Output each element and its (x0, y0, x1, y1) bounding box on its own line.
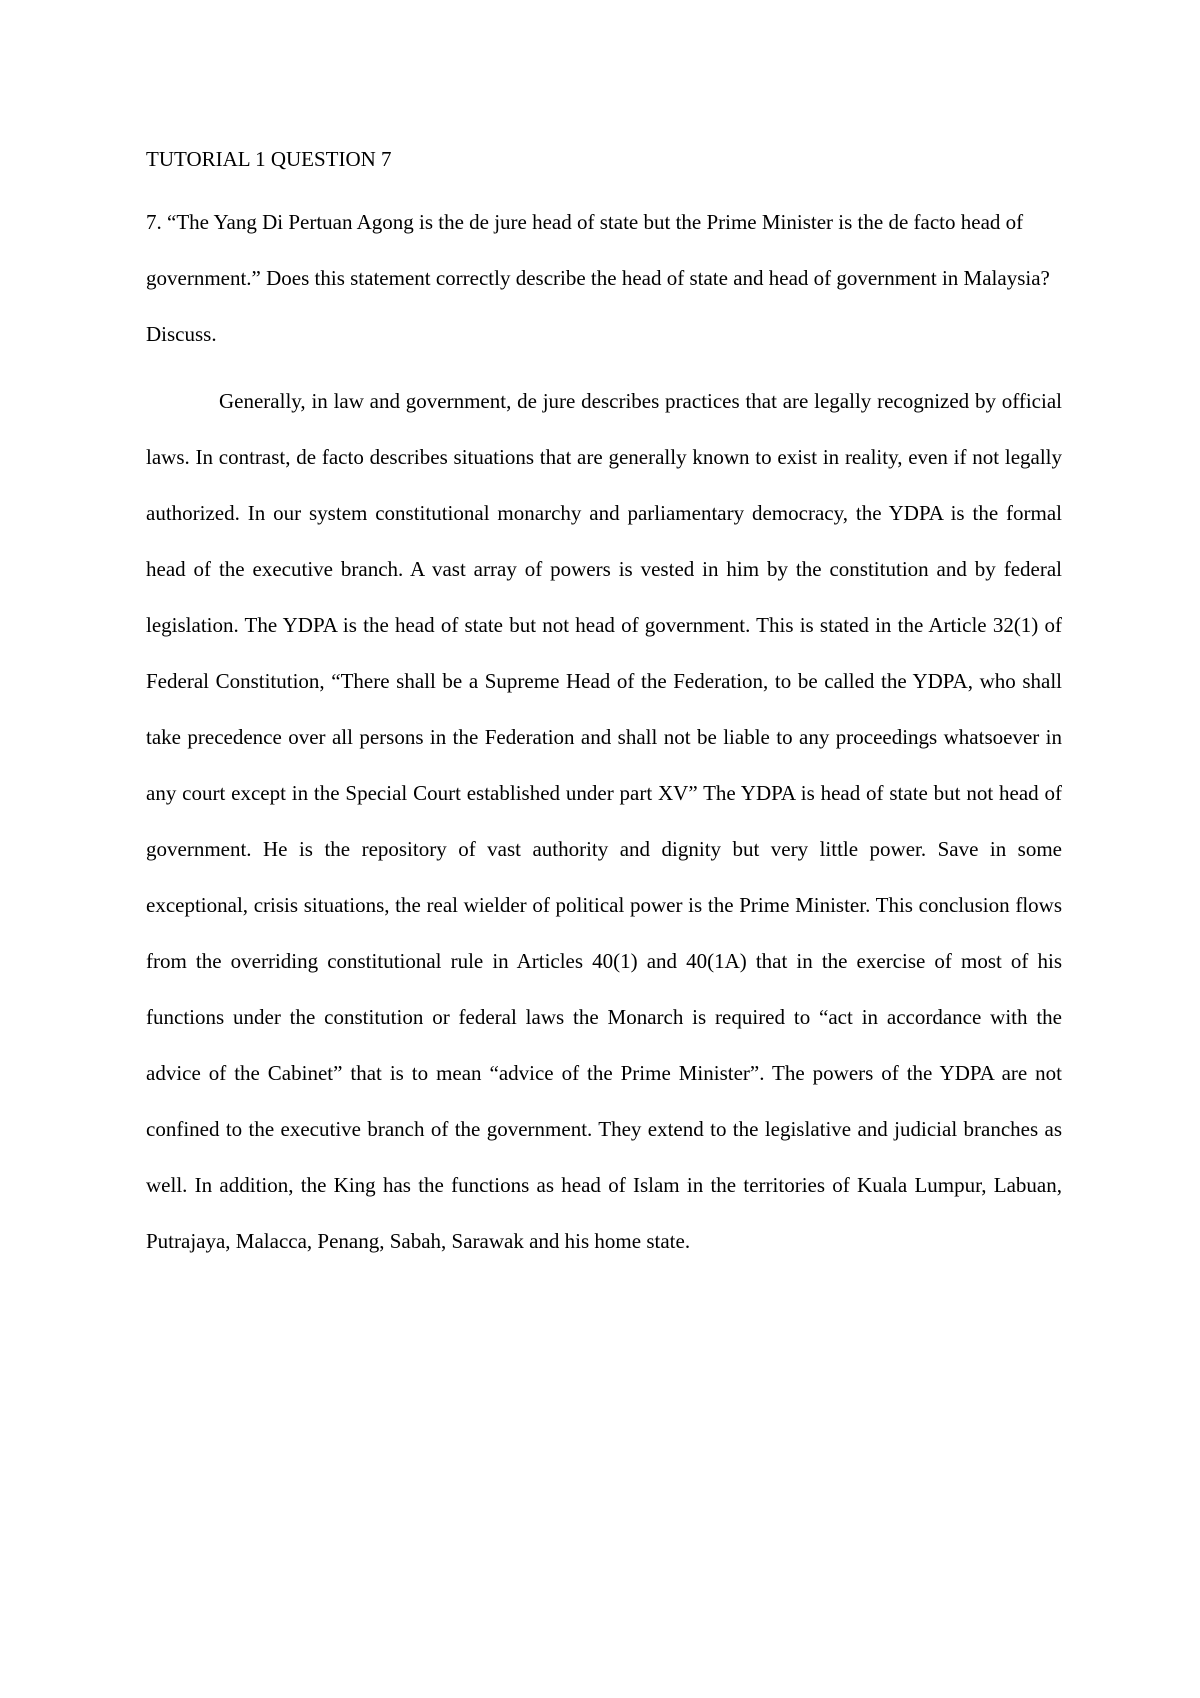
document-heading: TUTORIAL 1 QUESTION 7 (146, 147, 392, 171)
document-body (146, 138, 1062, 1269)
question-paragraph: 7. “The Yang Di Pertuan Agong is the de jure head of state but the Prime Minister is the de facto head of government.” Does this statement correctly describe the head of state and head of government in Malaysia? Discuss. (146, 210, 1050, 346)
answer-paragraph: Generally, in law and government, de jure describes practices that are legally recognized by official laws. In contrast, de facto describes situations that are generally known to exist in reality, even if not legally authorized. In our system constitutional monarchy and parliamentary democracy, the YDPA is the formal head of the executive branch. A vast array of powers is vested in him by the constitution and by federal legislation. The YDPA is the head of state but not head of government. This is stated in the Article 32(1) of Federal Constitution, “There shall be a Supreme Head of the Federation, to be called the YDPA, who shall take precedence over all persons in the Federation and shall not be liable to any proceedings whatsoever in any court except in the Special Court established under part XV” The YDPA is head of state but not head of government. He is the repository of vast authority and dignity but very little power. Save in some exceptional, crisis situations, the real wielder of political power is the Prime Minister. This conclusion flows from the overriding constitutional rule in Articles 40(1) and 40(1A) that in the exercise of most of his functions under the constitution or federal laws the Monarch is required to “act in accordance with the advice of the Cabinet” that is to mean “advice of the Prime Minister”. The powers of the YDPA are not confined to the executive branch of the government. They extend to the legislative and judicial branches as well. In addition, the King has the functions as head of Islam in the territories of Kuala Lumpur, Labuan, Putrajaya, Malacca, Penang, Sabah, Sarawak and his home state. (146, 389, 1062, 1253)
